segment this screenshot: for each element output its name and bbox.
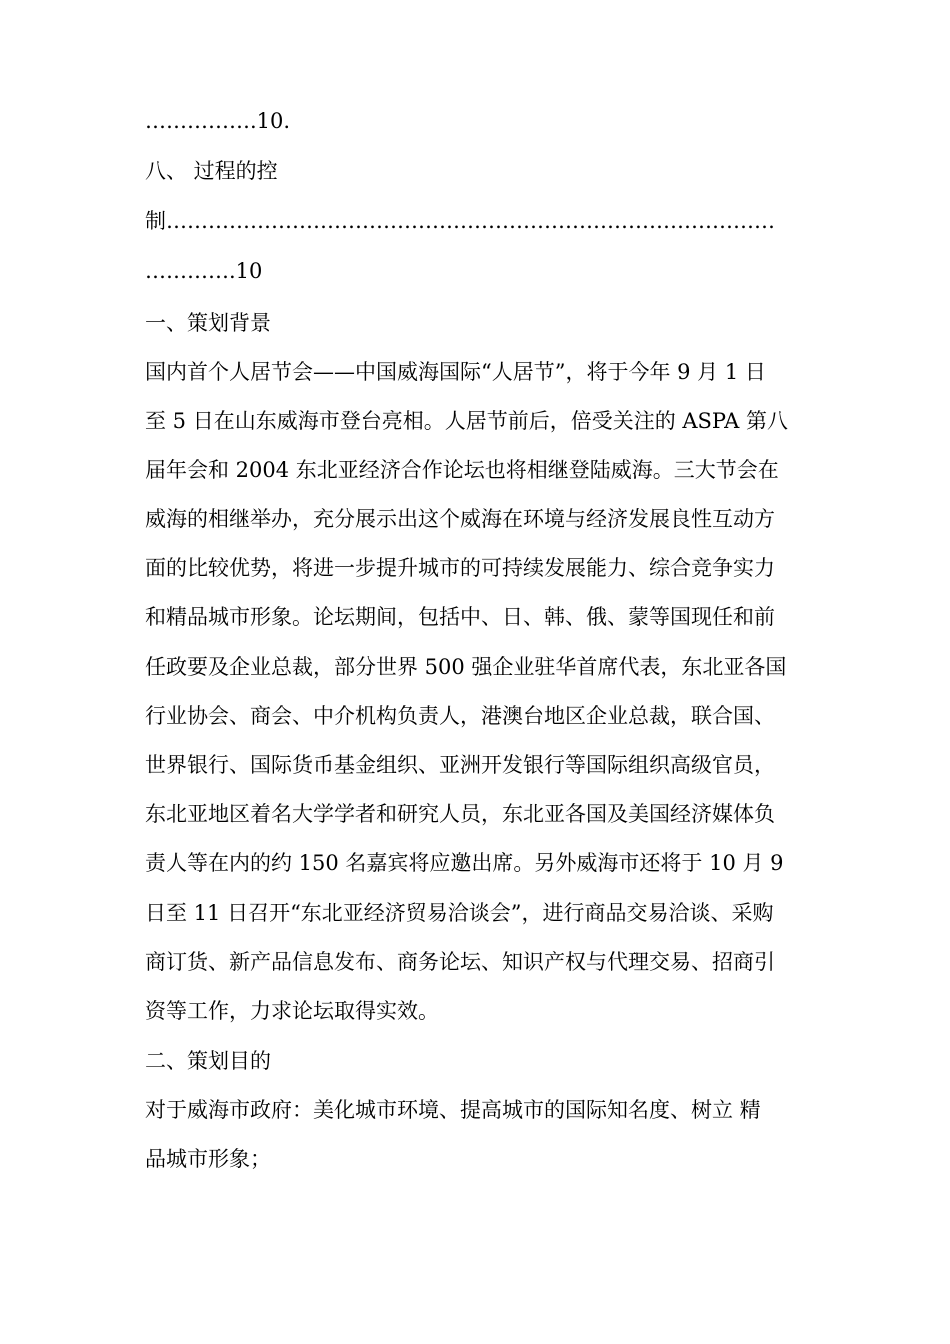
paragraph-line: 世界银行、国际货币基金组织、亚洲开发银行等国际组织高级官员， bbox=[145, 753, 775, 777]
toc-entry-process-control: 八、 过程的控 bbox=[145, 159, 278, 183]
paragraph-line: 国内首个人居节会——中国威海国际“人居节”，将于今年 9 月 1 日 bbox=[145, 360, 766, 384]
paragraph-line: 品城市形象； bbox=[145, 1147, 271, 1171]
toc-line-page-number: …………….10. bbox=[145, 109, 291, 133]
toc-entry-continuation: 制…………………………………………………………………………… bbox=[145, 209, 775, 233]
paragraph-line: 威海的相继举办，充分展示出这个威海在环境与经济发展良性互动方 bbox=[145, 507, 775, 531]
paragraph-line: 商订货、新产品信息发布、商务论坛、知识产权与代理交易、招商引 bbox=[145, 950, 775, 974]
paragraph-line: 和精品城市形象。论坛期间，包括中、日、韩、俄、蒙等国现任和前 bbox=[145, 605, 775, 629]
paragraph-line: 日至 11 日召开“东北亚经济贸易洽谈会”，进行商品交易洽谈、采购 bbox=[145, 901, 774, 925]
paragraph-line: 行业协会、商会、中介机构负责人，港澳台地区企业总裁，联合国、 bbox=[145, 704, 775, 728]
section-heading-background: 一、策划背景 bbox=[145, 311, 271, 335]
paragraph-line: 至 5 日在山东威海市登台亮相。人居节前后，倍受关注的 ASPA 第八 bbox=[145, 409, 788, 433]
section-heading-purpose: 二、策划目的 bbox=[145, 1049, 271, 1073]
paragraph-line: 任政要及企业总裁，部分世界 500 强企业驻华首席代表，东北亚各国 bbox=[145, 655, 787, 679]
paragraph-line: 对于威海市政府：美化城市环境、提高城市的国际知名度、树立 精 bbox=[145, 1098, 761, 1122]
toc-line-page-number: ………….10 bbox=[145, 259, 263, 283]
paragraph-line: 东北亚地区着名大学学者和研究人员，东北亚各国及美国经济媒体负 bbox=[145, 802, 775, 826]
paragraph-line: 届年会和 2004 东北亚经济合作论坛也将相继登陆威海。三大节会在 bbox=[145, 458, 779, 482]
paragraph-line: 责人等在内的约 150 名嘉宾将应邀出席。另外威海市还将于 10 月 9 bbox=[145, 851, 784, 875]
paragraph-line: 面的比较优势，将进一步提升城市的可持续发展能力、综合竞争实力 bbox=[145, 556, 775, 580]
paragraph-line: 资等工作，力求论坛取得实效。 bbox=[145, 999, 439, 1023]
